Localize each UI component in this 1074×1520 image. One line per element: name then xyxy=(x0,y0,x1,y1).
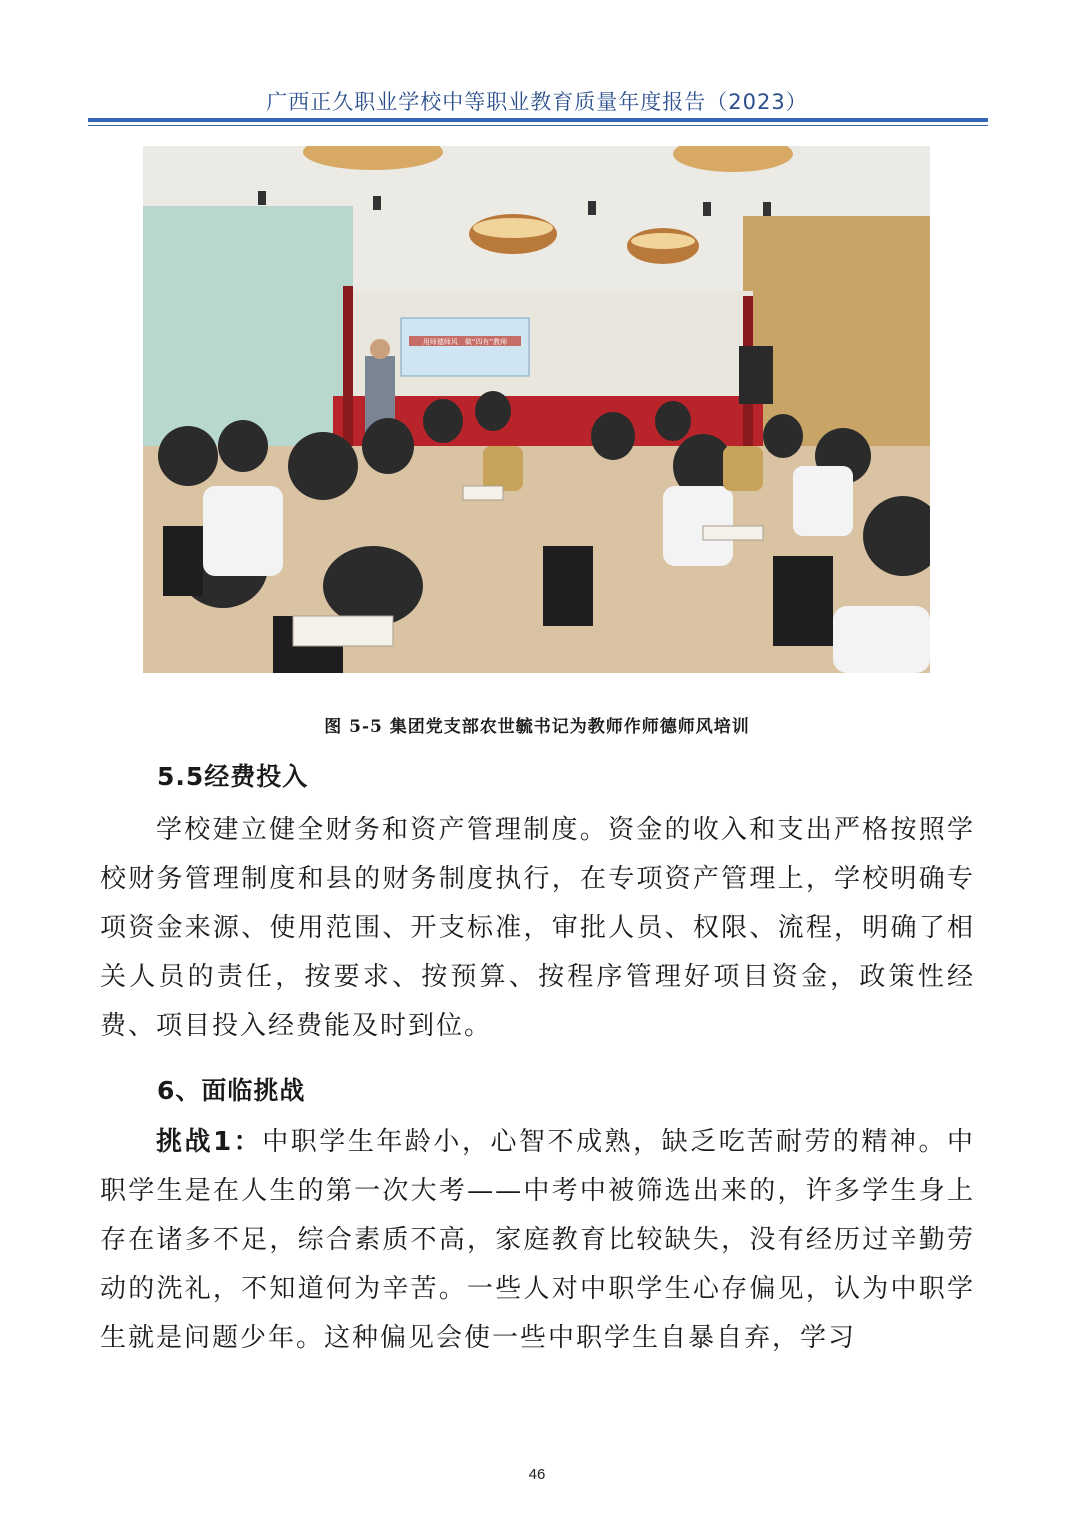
page-number: 46 xyxy=(528,1466,546,1483)
running-header: 广西正久职业学校中等职业教育质量年度报告（2023） xyxy=(266,90,808,114)
section-paragraph-6 xyxy=(100,1118,975,1363)
header-rule-thin xyxy=(88,125,988,126)
training-photo xyxy=(143,146,930,673)
section-paragraph-5-5: 学校建立健全财务和资产管理制度。资金的收入和支出严格按照学校财务管理制度和县的财务制度执行，在专项资产管理上，学校明确专项资金来源、使用范围、开支标准，审批人员、权限、流程，明确了相关人员的责任，按要求、按预算、按程序管理好项目资金，政策性经费、项目投入经费能及时到位。 xyxy=(100,815,975,1041)
challenge-label: 挑战1： xyxy=(156,1127,263,1157)
section-heading-5-5: 5.5经费投入 xyxy=(157,762,309,791)
challenge-text: 中职学生年龄小，心智不成熟，缺乏吃苦耐劳的精神。中职学生是在人生的第一次大考——中考中被筛选出来的，许多学生身上存在诸多不足，综合素质不高，家庭教育比较缺失，没有经历过辛勤劳动的洗礼，不知道何为辛苦。一些人对中职学生心存偏见，认为中职学生就是问题少年。这种偏见会使一些中职学生自暴自弃，学习 xyxy=(100,1127,975,1353)
screen-title-text: 用师德师风 做“四有”教师 xyxy=(422,338,508,346)
header-rule xyxy=(88,118,988,122)
section-heading-6: 6、面临挑战 xyxy=(157,1076,306,1105)
figure-caption: 图 5-5 集团党支部农世毓书记为教师作师德师风培训 xyxy=(324,717,750,737)
